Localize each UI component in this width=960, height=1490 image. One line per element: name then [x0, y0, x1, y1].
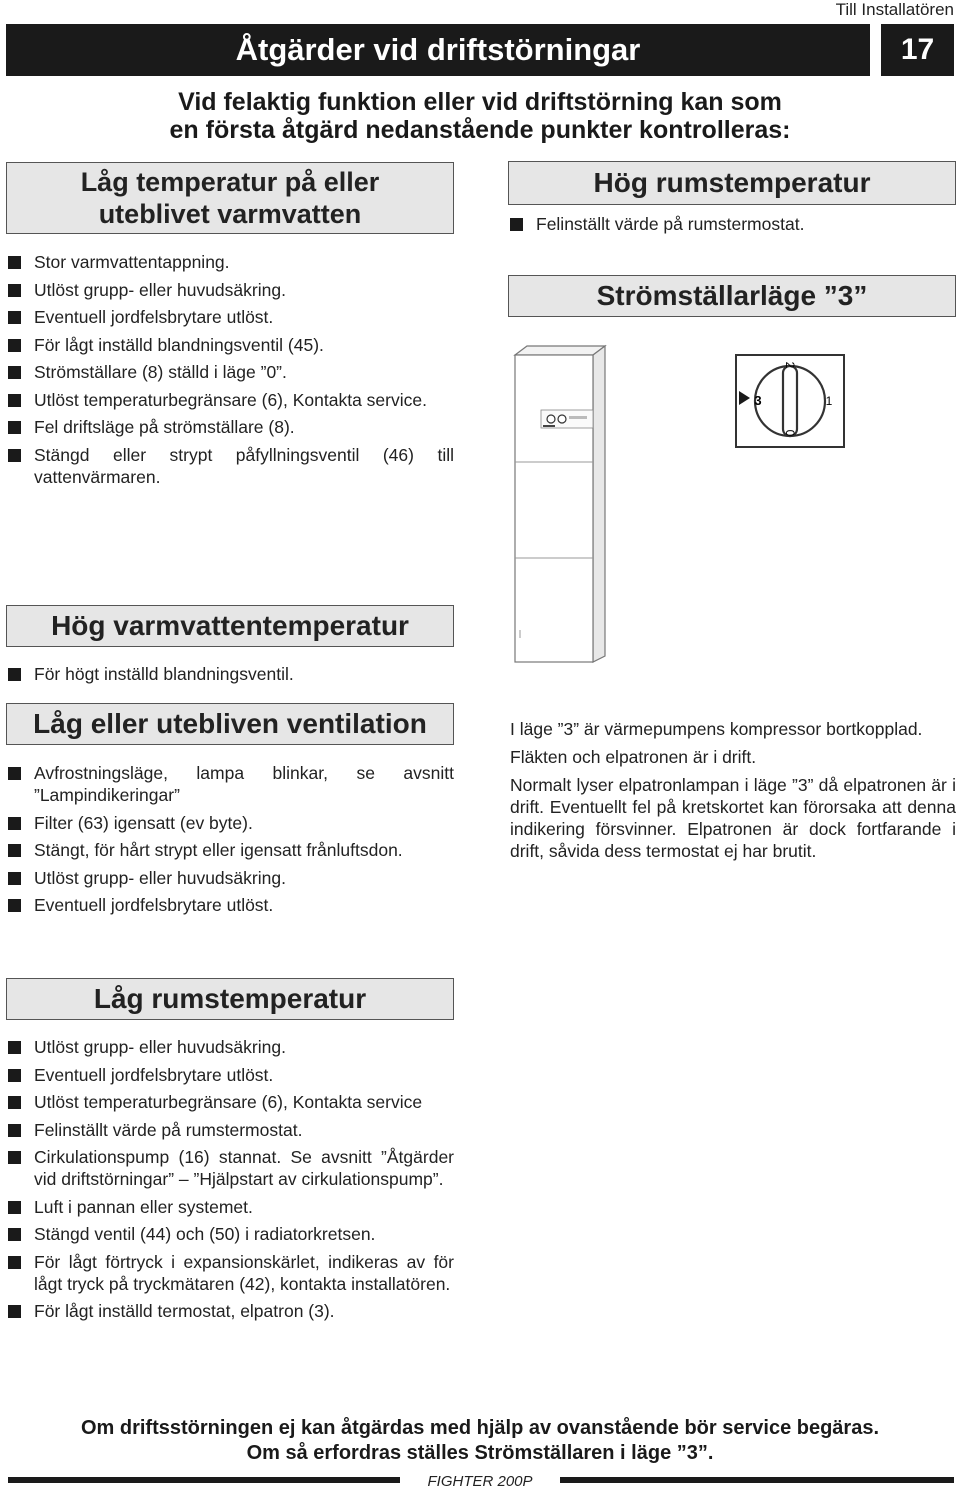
list-item: Utlöst temperaturbegränsare (6), Kontakta service: [6, 1091, 454, 1113]
list-item: Stängd eller strypt påfyllningsventil (46) till vattenvärmaren.: [6, 444, 454, 488]
list-item: Cirkulationspump (16) stannat. Se avsnitt ”Åtgärder vid driftstörningar” – ”Hjälpstart av cirkulationspump”.: [6, 1146, 454, 1190]
footer-line-2: Om så erfordras ställes Strömställaren i läge ”3”.: [246, 1442, 714, 1464]
section-label: Till Installatören: [835, 0, 954, 19]
list-item: Eventuell jordfelsbrytare utlöst.: [6, 894, 454, 916]
dial-label-1: 1: [825, 394, 833, 408]
list-item: Stängt, för hårt strypt eller igensatt frånluftsdon.: [6, 839, 454, 861]
dial-label-3: 3: [754, 393, 762, 408]
low-hot-water-title-line1: Låg temperatur på eller: [80, 167, 380, 197]
dial-label-0: 0: [783, 429, 797, 437]
list-item: Eventuell jordfelsbrytare utlöst.: [6, 306, 454, 328]
list-item: Avfrostningsläge, lampa blinkar, se avsnitt ”Lampindikeringar”: [6, 762, 454, 806]
low-ventilation-list: [6, 762, 454, 922]
heat-pump-illustration: [505, 340, 615, 670]
low-hot-water-list: [6, 251, 454, 493]
high-room-temp-list: [508, 213, 956, 241]
high-hot-water-heading: Hög varmvattentemperatur: [6, 605, 454, 647]
intro-text: [100, 88, 860, 144]
list-item: Utlöst temperaturbegränsare (6), Kontakta service.: [6, 389, 454, 411]
switch-position-text: [510, 718, 956, 868]
footer-rule-left: [8, 1477, 400, 1483]
paragraph: Normalt lyser elpatronlampan i läge ”3” då elpatronen är i drift. Eventuellt fel på kretskortet kan förorsaka att denna indikering försvinner. Elpatronen är dock fortfarande i drift, såvida dess termostat ej har brutit.: [510, 775, 956, 861]
list-item: Strömställare (8) ställd i läge ”0”.: [6, 361, 454, 383]
low-hot-water-title-line2: uteblivet varmvatten: [98, 199, 362, 229]
paragraph: Fläkten och elpatronen är i drift.: [510, 747, 757, 767]
list-item: Luft i pannan eller systemet.: [6, 1196, 454, 1218]
list-item: För lågt inställd blandningsventil (45).: [6, 334, 454, 356]
intro-line-2: en första åtgärd nedanstående punkter kontrolleras:: [169, 116, 791, 144]
list-item: Fel driftsläge på strömställare (8).: [6, 416, 454, 438]
footer-line-1: Om driftsstörningen ej kan åtgärdas med hjälp av ovanstående bör service begäras.: [80, 1417, 880, 1439]
footer-note: [20, 1416, 940, 1466]
low-ventilation-heading: Låg eller utebliven ventilation: [6, 703, 454, 745]
low-room-temp-list: [6, 1036, 454, 1328]
list-item: Felinställt värde på rumstermostat.: [508, 213, 956, 235]
paragraph: I läge ”3” är värmepumpens kompressor bortkopplad.: [510, 719, 923, 739]
list-item: Utlöst grupp- eller huvudsäkring.: [6, 867, 454, 889]
page-title: Åtgärder vid driftstörningar: [6, 24, 870, 76]
high-hot-water-list: [6, 663, 454, 691]
list-item: Felinställt värde på rumstermostat.: [6, 1119, 454, 1141]
footer-rule-right: [560, 1477, 954, 1483]
list-item: Filter (63) igensatt (ev byte).: [6, 812, 454, 834]
list-item: För lågt inställd termostat, elpatron (3).: [6, 1300, 454, 1322]
intro-line-1: Vid felaktig funktion eller vid driftstörning kan som: [178, 88, 782, 116]
dial-label-2: 2: [783, 361, 797, 369]
list-item: Utlöst grupp- eller huvudsäkring.: [6, 279, 454, 301]
list-item: Utlöst grupp- eller huvudsäkring.: [6, 1036, 454, 1058]
switch-position-heading: Strömställarläge ”3”: [508, 275, 956, 317]
switch-dial-illustration: [734, 353, 846, 449]
list-item: För högt inställd blandningsventil.: [6, 663, 454, 685]
high-room-temp-heading: Hög rumstemperatur: [508, 161, 956, 205]
page-number: 17: [881, 24, 954, 76]
list-item: Eventuell jordfelsbrytare utlöst.: [6, 1064, 454, 1086]
product-name: FIGHTER 200P: [427, 1473, 533, 1490]
list-item: För lågt förtryck i expansionskärlet, indikeras av för lågt tryck på tryckmätaren (42), kontakta installatören.: [6, 1251, 454, 1295]
list-item: Stängd ventil (44) och (50) i radiatorkretsen.: [6, 1223, 454, 1245]
low-hot-water-heading: [6, 162, 454, 234]
low-room-temp-heading: Låg rumstemperatur: [6, 978, 454, 1020]
list-item: Stor varmvattentappning.: [6, 251, 454, 273]
